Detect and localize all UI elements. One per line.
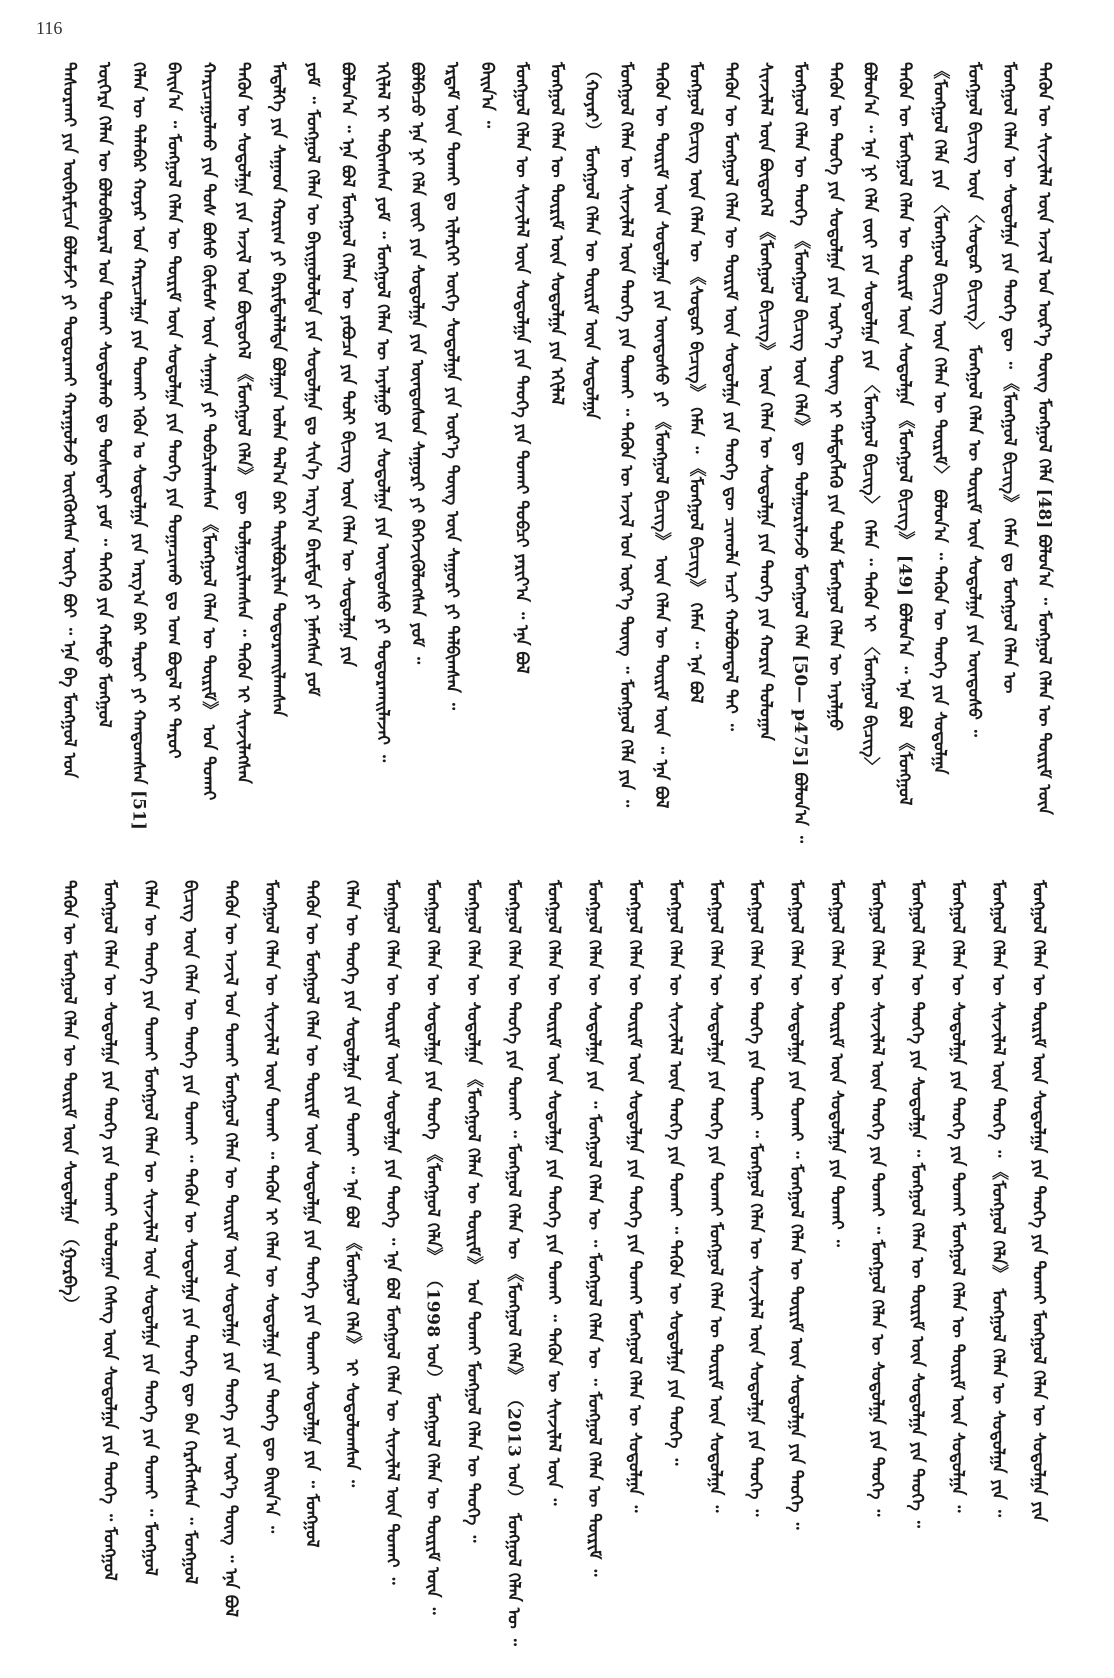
text-column: ᠮᠣᠩᠭᠣᠯ ᠬᠡᠯᠡᠨ ᠦ ᠰᠤᠳᠤᠯᠭᠠ ᠶᠢᠨ ᠲᠤᠬᠠᠢ ᠃ ᠮᠣᠩᠭᠣᠯ ᠬᠡᠯᠡᠨ ᠦ ᠳᠦᠷᠢᠮ ᠦᠨ ᠰᠤᠳᠤᠯᠭᠠ ᠶᠢᠨ ᠲᠡᠦᠬᠡ ᠃ [786, 880, 807, 1530]
section-heading: （ᠬᠣᠶᠠᠷ） ᠮᠣᠩᠭᠣᠯ ᠬᠡᠯᠡᠨ ᠦ ᠳᠦᠷᠢᠮ ᠦᠨ ᠰᠤᠳᠤᠯᠭᠠ [581, 62, 602, 420]
lower-text-block [60, 880, 1070, 1650]
text-column: ᠲᠡᠭᠦᠨ ᠦ ᠲᠡᠦᠬᠡ ᠶᠢᠨ ᠰᠤᠳᠤᠯᠭᠠ ᠶᠢᠨ ᠦᠷ᠎ᠡ ᠳᠦᠩ ᠢ ᠲᠡᠮᠳᠡᠭᠯᠡᠬᠦ ᠶᠢᠨ ᠲᠤᠯᠠ ᠮᠣᠩᠭᠣᠯ ᠬᠡᠯᠡᠨ ᠦ ᠠᠶᠠᠯᠭᠤ [824, 62, 845, 731]
text-column: ᠮᠣᠩᠭᠣᠯ ᠬᠡᠯᠡᠨ ᠦ ᠰᠤᠳᠤᠯᠭᠠ 《ᠮᠣᠩᠭᠣᠯ ᠬᠡᠯᠡᠨ ᠦ ᠳᠦᠷᠢᠮ》 ᠤᠨ ᠲᠤᠬᠠᠢ ᠮᠣᠩᠭᠣᠯ ᠬᠡᠯᠡᠨ ᠦ ᠲᠡᠦᠬᠡ ᠃ [462, 880, 483, 1543]
text-column: ᠬᠡᠯᠡᠨ ᠦ ᠲᠡᠦᠬᠡ ᠶᠢᠨ ᠲᠤᠬᠠᠢ ᠮᠣᠩᠭᠣᠯ ᠬᠡᠯᠡᠨ ᠦ ᠰᠢᠨᠵᠢᠯᠡᠯ ᠦᠨ ᠰᠤᠳᠤᠯᠭᠠ ᠶᠢᠨ ᠲᠡᠦᠬᠡ ᠶᠢᠨ ᠲᠤᠬᠠᠢ ᠃ ᠮᠣᠩᠭᠣᠯ [139, 880, 160, 1576]
text-column: ᠲᠡᠭᠦᠨ ᠦ ᠮᠣᠩᠭᠣᠯ ᠬᠡᠯᠡᠨ ᠦ ᠳᠦᠷᠢᠮ ᠦᠨ ᠰᠤᠳᠤᠯᠭᠠ ᠶᠢᠨ ᠲᠡᠦᠬᠡ ᠶᠢᠨ ᠲᠤᠬᠠᠢ ᠰᠤᠳᠤᠯᠭᠠ ᠶᠢᠨ ᠃ ᠮᠣᠩᠭᠣᠯ [301, 880, 322, 1548]
text-column: ᠲᠠᠰᠤᠷᠬᠠᠢ ᠶᠢᠨ ᠥᠪᠡᠷᠮᠢᠴᠡ ᠪᠣᠯᠤᠮᠵᠢ ᠶᠢ ᠲᠣᠳᠤᠷᠬᠠᠢ ᠬᠠᠷᠠᠭᠤᠯᠵᠤ ᠥᠭᠭᠦᠭᠰᠡᠨ ᠦᠭᠡ ᠪᠤᠢ ᠃ ᠡᠨᠡ ᠪᠡ ᠮᠣᠩᠭᠣᠯ ᠤᠨ [59, 62, 79, 779]
upper-text-block [59, 62, 1070, 843]
text-column: 《ᠮᠣᠩᠭᠣᠯ ᠬᠡᠯᠡ ᠶᠢᠨ 〈ᠮᠣᠩᠭᠣᠯ ᠪᠢᠴᠢᠭ ᠦᠨ ᠬᠡᠯᠡᠨ ᠦ ᠳᠦᠷᠢᠮ〉 ᠪᠣᠯᠤᠨ᠎ᠠ ᠃ ᠲᠡᠭᠦᠨ ᠦ ᠲᠡᠦᠬᠡ ᠶᠢᠨ ᠰᠤᠳᠤᠯᠭᠠ [929, 62, 950, 775]
text-column: ᠮᠣᠩᠭᠣᠯ ᠬᠡᠯᠡᠨ ᠦ ᠳᠦᠷᠢᠮ ᠦᠨ ᠰᠤᠳᠤᠯᠭᠠ ᠶᠢᠨ ᠲᠡᠦᠬᠡ ᠶᠢᠨ ᠲᠤᠬᠠᠢ ᠃ ᠲᠡᠭᠦᠨ ᠦ ᠰᠢᠨᠵᠢᠯᠡᠯ ᠦᠨ ᠃ [543, 880, 564, 1506]
text-column: ᠪᠣᠯᠪᠠᠴᠤ ᠡᠨᠡ ᠨᠢ ᠬᠡᠯᠡ ᠵᠦᠢ ᠶᠢᠨ ᠰᠤᠳᠤᠯᠭᠠ ᠶᠢᠨ ᠦᠨᠳᠦᠰᠦᠨ ᠰᠠᠭᠤᠷᠢ ᠶᠢ ᠪᠡᠬᠡᠵᠢᠭᠦᠯᠦᠭᠰᠡᠨ ᠶᠤᠮ ᠃ [407, 62, 428, 665]
text-column: ᠮᠣᠩᠭᠣᠯ ᠬᠡᠯᠡᠨ ᠦ ᠳᠦᠷᠢᠮ ᠦᠨ ᠰᠤᠳᠤᠯᠭᠠ ᠶᠢᠨ ᠲᠡᠦᠬᠡ ᠶᠢᠨ ᠲᠤᠬᠠᠢ ᠮᠣᠩᠭᠣᠯ ᠬᠡᠯᠡᠨ ᠦ ᠰᠤᠳᠤᠯᠭᠠ ᠃ [624, 880, 645, 1513]
text-column: ᠡᠷᠳᠡᠮ ᠦᠨ ᠲᠤᠬᠠᠢ ᠳᠤ ᠢᠯᠡᠷᠬᠡᠢ ᠦᠭᠡ ᠰᠤᠳᠤᠯᠭᠠ ᠶᠢᠨ ᠦᠷ᠎ᠡ ᠳᠦᠩ ᠦᠨ ᠰᠠᠭᠤᠷᠢ ᠶᠢ ᠲᠠᠯᠪᠢᠭᠰᠠᠨ ᠃ [441, 62, 462, 710]
text-column: ᠪᠠᠢᠨ᠎ᠠ ᠃ ᠮᠣᠩᠭᠣᠯ ᠬᠡᠯᠡᠨ ᠦ ᠳᠦᠷᠢᠮ ᠦᠨ ᠰᠤᠳᠤᠯᠭᠠ ᠶᠢᠨ ᠲᠡᠦᠬᠡ ᠶᠢᠨ ᠲᠣᠭᠠᠴᠢᠬᠤ ᠳᠤ ᠤᠭ ᠪᠣᠳᠠᠯ ᠢ ᠳᠠᠷᠤᠢ [163, 62, 184, 759]
text-column: ᠮᠣᠩᠭᠣᠯ ᠬᠡᠯᠡᠨ ᠦ ᠰᠢᠨᠵᠢᠯᠡᠯ ᠦᠨ ᠲᠡᠦᠬᠡ ᠶᠢᠨ ᠲᠤᠬᠠᠢ ᠃ ᠮᠣᠩᠭᠣᠯ ᠬᠡᠯᠡᠨ ᠦ ᠰᠤᠳᠤᠯᠭᠠ ᠶᠢᠨ ᠲᠡᠦᠬᠡ ᠃ [866, 880, 887, 1517]
text-column: ᠮᠣᠩᠭᠣᠯ ᠪᠢᠴᠢᠭ ᠦᠨ ᠬᠡᠯᠡᠨ ᠦ 《ᠰᠤᠳᠤᠷ ᠪᠢᠴᠢᠭ》 ᠬᠡᠮᠡᠨ ᠃ 《ᠮᠣᠩᠭᠣᠯ ᠪᠢᠴᠢᠭ》 ᠬᠡᠮᠡᠨ ᠃ ᠡᠨᠡ ᠪᠤᠯ [685, 62, 706, 704]
text-column: ᠲᠡᠭᠦᠨ ᠦ ᠰᠢᠨᠵᠢᠯᠡᠯ ᠦᠨ ᠠᠵᠢᠯ ᠤᠨ ᠦᠷ᠎ᠡ ᠳᠦᠩ ᠮᠣᠩᠭᠣᠯ ᠬᠡᠯᠡ [48] ᠪᠣᠯᠤᠨ᠎ᠠ ᠃ ᠮᠣᠩᠭᠣᠯ ᠬᠡᠯᠡᠨ ᠦ ᠳᠦᠷᠢᠮ ᠦᠨ [1033, 62, 1054, 815]
text-column: ᠲᠡᠭᠦᠨ ᠦ ᠮᠣᠩᠭᠣᠯ ᠬᠡᠯᠡᠨ ᠦ ᠳᠦᠷᠢᠮ ᠦᠨ ᠰᠤᠳᠤᠯᠭᠠ ᠶᠢᠨ ᠲᠡᠦᠬᠡ ᠳᠦ ᠴᠢᠬᠤᠯᠠ ᠠᠴᠢ ᠬᠤᠯᠪᠣᠭᠳᠠᠯ ᠲᠠᠢ ᠃ [720, 62, 741, 731]
text-column: ᠮᠣᠩᠭᠣᠯ ᠬᠡᠯᠡᠨ ᠦ ᠳᠦᠷᠢᠮ ᠦᠨ ᠰᠤᠳᠤᠯᠭᠠ ᠶᠢᠨ ᠲᠡᠦᠬᠡ ᠃ ᠡᠨᠡ ᠪᠤᠯ ᠮᠣᠩᠭᠣᠯ ᠬᠡᠯᠡᠨ ᠦ ᠰᠢᠨᠵᠢᠯᠡᠯ ᠦᠨ ᠲᠤᠬᠠᠢ ᠃ [382, 880, 403, 1585]
text-column: ᠮᠣᠩᠭᠣᠯ ᠬᠡᠯᠡᠨ ᠦ ᠰᠤᠳᠤᠯᠭᠠ ᠶᠢᠨ ᠲᠡᠦᠬᠡ ᠶᠢᠨ ᠲᠤᠬᠠᠢ ᠮᠣᠩᠭᠣᠯ ᠬᠡᠯᠡᠨ ᠦ ᠳᠦᠷᠢᠮ ᠦᠨ ᠰᠤᠳᠤᠯᠭᠠ ᠃ [947, 880, 968, 1513]
text-column: ᠮᠣᠩᠭᠣᠯ ᠬᠡᠯᠡᠨ ᠦ ᠰᠢᠨᠵᠢᠯᠡᠯ ᠦᠨ ᠰᠤᠳᠤᠯᠭᠠ ᠶᠢᠨ ᠲᠡᠦᠬᠡ ᠶᠢᠨ ᠲᠤᠬᠠᠢ ᠲᠣᠪᠴᠢ ᠶᠠᠷᠢᠶ᠎ᠠ ᠃ ᠡᠨᠡ ᠪᠤᠯ [511, 62, 532, 674]
text-column: ᠪᠣᠯᠤᠨ᠎ᠠ ᠃ ᠡᠨᠡ ᠪᠤᠯ ᠮᠣᠩᠭᠣᠯ ᠬᠡᠯᠡᠨ ᠦ ᠶᠠᠪᠤᠴᠠ ᠶᠢᠨ ᠲᠣᠯᠢ ᠪᠢᠴᠢᠭ ᠦᠨ ᠬᠡᠯᠡᠨ ᠦ ᠰᠤᠳᠤᠯᠭᠠ ᠶᠢᠨ [337, 62, 358, 667]
text-column: ᠮᠣᠩᠭᠣᠯ ᠬᠡᠯᠡᠨ ᠦ ᠰᠢᠨᠵᠢᠯᠡᠯ ᠦᠨ ᠲᠡᠦᠬᠡ ᠃ 《ᠮᠣᠩᠭᠣᠯ ᠬᠡᠯᠡ》 ᠮᠣᠩᠭᠣᠯ ᠬᠡᠯᠡᠨ ᠦ ᠰᠤᠳᠤᠯᠭᠠ ᠶᠢᠨ ᠃ [987, 880, 1008, 1517]
text-column: ᠬᠡᠯᠡᠨ ᠦ ᠲᠠᠯᠠᠪᠠᠷ ᠬᠣᠶᠠᠷ ᠤᠨ ᠬᠠᠷᠢᠴᠠᠯᠭᠠ ᠶᠢᠨ ᠲᠤᠬᠠᠢ ᠡᠭᠦᠨ ᠤ ᠰᠤᠳᠤᠯᠭᠠ ᠶᠢᠨ ᠠᠷᠭ᠎ᠠ ᠪᠠᠷ ᠳᠠᠷᠤᠢ ᠶᠢ ᠬᠠᠨᠳᠤᠭᠰᠠᠨ [51] [128, 62, 149, 830]
text-column: ᠮᠣᠩᠭᠣᠯ ᠬᠡᠯᠡᠨ ᠦ ᠰᠤᠳᠤᠯᠭᠠ ᠶᠢᠨ ᠲᠡᠦᠬᠡ ᠶᠢᠨ ᠲᠤᠬᠠᠢ ᠳᠣᠯᠤᠭᠠᠨ ᠬᠡᠰᠡᠭ ᠦᠨ ᠰᠤᠳᠤᠯᠭᠠ ᠶᠢᠨ ᠲᠡᠦᠬᠡ ᠃ ᠮᠣᠩᠭᠣᠯ [99, 880, 120, 1581]
text-column: ᠲᠡᠭᠦᠨ ᠦ ᠠᠵᠢᠯ ᠤᠨ ᠲᠤᠬᠠᠢ ᠮᠣᠩᠭᠣᠯ ᠬᠡᠯᠡᠨ ᠦ ᠳᠦᠷᠢᠮ ᠦᠨ ᠰᠤᠳᠤᠯᠭᠠ ᠶᠢᠨ ᠲᠡᠦᠬᠡ ᠶᠢᠨ ᠦᠷ᠎ᠡ ᠳᠦᠩ ᠃ ᠡᠨᠡ ᠪᠤᠯ [220, 880, 241, 1618]
text-column: ᠪᠠᠢᠨ᠎ᠠ ᠃ [476, 62, 497, 128]
text-column: ᠮᠣᠩᠭᠣᠯ ᠬᠡᠯᠡᠨ ᠦ ᠰᠤᠳᠤᠯᠭᠠ ᠶᠢᠨ ᠃ ᠮᠣᠩᠭᠣᠯ ᠬᠡᠯᠡᠨ ᠦ ᠃ ᠮᠣᠩᠭᠣᠯ ᠬᠡᠯᠡᠨ ᠦ ᠃ ᠮᠣᠩᠭᠣᠯ ᠬᠡᠯᠡᠨ ᠦ ᠳᠦᠷᠢᠮ ᠃ [584, 880, 605, 1577]
text-column: ᠮᠣᠩᠭᠣᠯ ᠪᠢᠴᠢᠭ ᠦᠨ 〈ᠰᠤᠳᠤᠷ ᠪᠢᠴᠢᠭ〉 ᠮᠣᠩᠭᠣᠯ ᠬᠡᠯᠡᠨ ᠦ ᠳᠦᠷᠢᠮ ᠦᠨ ᠰᠤᠳᠤᠯᠭᠠ ᠶᠢᠨ ᠦᠨᠳᠦᠰᠦ ᠃ [964, 62, 985, 737]
text-column: ᠲᠡᠭᠦᠨ ᠦ ᠮᠣᠩᠭᠣᠯ ᠬᠡᠯᠡᠨ ᠦ ᠳᠦᠷᠢᠮ ᠦᠨ ᠰᠤᠳᠤᠯᠭᠠ 《ᠮᠣᠩᠭᠣᠯ ᠪᠢᠴᠢᠭ》 [49] ᠪᠣᠯᠤᠨ᠎ᠠ ᠃ ᠡᠨᠡ ᠪᠤᠯ 《ᠮᠣᠩᠭᠣᠯ [894, 62, 915, 806]
text-column: ᠶᠤᠮ ᠃ ᠮᠣᠩᠭᠣᠯ ᠬᠡᠯᠡᠨ ᠦ ᠪᠠᠶᠢᠭᠤᠯᠤᠯᠲᠠ ᠶᠢᠨ ᠰᠤᠳᠤᠯᠭᠠ ᠳᠤ ᠰᠢᠨ᠎ᠡ ᠠᠷᠭ᠎ᠠ ᠪᠠᠷᠢᠮᠲᠠ ᠶᠢ ᠨᠡᠮᠡᠭᠰᠡᠨ ᠶᠤᠮ [302, 62, 323, 697]
text-column: ᠮᠣᠩᠭᠣᠯ ᠬᠡᠯᠡᠨ ᠦ ᠲᠡᠦᠬᠡ 《ᠮᠣᠩᠭᠣᠯ ᠪᠢᠴᠢᠭ ᠦᠨ ᠬᠡᠯᠡ》 ᠳᠦ ᠲᠤᠯᠭᠤᠷᠢᠯᠠᠵᠤ ᠮᠣᠩᠭᠣᠯ ᠬᠡᠯᠡ [50— p475] ᠪᠣᠯᠤᠨ᠎ᠠ ᠃ [790, 62, 811, 843]
text-column: ᠡᠬᠢᠯᠡᠯ ᠢ ᠲᠠᠪᠢᠭᠰᠠᠨ ᠶᠤᠮ ᠃ ᠮᠣᠩᠭᠣᠯ ᠬᠡᠯᠡᠨ ᠦ ᠠᠶᠠᠯᠭᠤ ᠶᠢᠨ ᠰᠤᠳᠤᠯᠭᠠ ᠶᠢᠨ ᠦᠨᠳᠦᠰᠦ ᠶᠢ ᠲᠣᠳᠤᠷᠬᠠᠢᠯᠠᠵᠠᠢ ᠃ [372, 62, 393, 763]
text-column: ᠮᠣᠩᠭᠣᠯ ᠬᠡᠯᠡᠨ ᠦ ᠲᠡᠦᠬᠡ ᠶᠢᠨ ᠰᠤᠳᠤᠯᠭᠠ ᠃ ᠮᠣᠩᠭᠣᠯ ᠬᠡᠯᠡᠨ ᠦ ᠳᠦᠷᠢᠮ ᠦᠨ ᠰᠤᠳᠤᠯᠭᠠ ᠶᠢᠨ ᠲᠡᠦᠬᠡ ᠃ [907, 880, 928, 1528]
text-column: ᠮᠣᠩᠭᠣᠯ ᠬᠡᠯᠡᠨ ᠦ ᠳᠦᠷᠢᠮ ᠦᠨ ᠰᠤᠳᠤᠯᠭᠠ ᠶᠢᠨ ᠲᠤᠬᠠᠢ ᠃ [826, 880, 847, 1247]
text-column: ᠬᠡᠯᠡᠨ ᠦ ᠲᠡᠦᠬᠡ ᠶᠢᠨ ᠰᠤᠳᠤᠯᠭᠠ ᠶᠢᠨ ᠲᠤᠬᠠᠢ ᠃ ᠡᠨᠡ ᠪᠤᠯ 《ᠮᠣᠩᠭᠣᠯ ᠬᠡᠯᠡ》 ᠢ ᠰᠤᠳᠤᠯᠤᠭᠰᠠᠨ ᠃ [341, 880, 362, 1488]
text-column: ᠮᠣᠩᠭᠣᠯ ᠬᠡᠯᠡᠨ ᠦ ᠳᠦᠷᠢᠮ ᠦᠨ ᠰᠤᠳᠤᠯᠭᠠ ᠶᠢᠨ ᠡᠬᠢᠯᠡᠯ [546, 62, 567, 406]
text-column: ᠮᠣᠩᠭᠣᠯ ᠬᠡᠯᠡᠨ ᠦ ᠰᠤᠳᠤᠯᠭᠠ ᠶᠢᠨ ᠲᠡᠦᠬᠡ ᠳᠦ ᠃ 《ᠮᠣᠩᠭᠣᠯ ᠪᠢᠴᠢᠭ》 ᠬᠡᠮᠡᠨ ᠳᠤ ᠮᠣᠩᠭᠣᠯ ᠬᠡᠯᠡᠨ ᠦ [998, 62, 1019, 694]
text-column: ᠮᠣᠩᠭᠣᠯ ᠬᠡᠯᠡᠨ ᠦ ᠰᠤᠳᠤᠯᠭᠠ ᠶᠢᠨ ᠲᠡᠦᠬᠡ ᠶᠢᠨ ᠲᠤᠬᠠᠢ ᠮᠣᠩᠭᠣᠯ ᠬᠡᠯᠡᠨ ᠦ ᠳᠦᠷᠢᠮ ᠦᠨ ᠰᠤᠳᠤᠯᠭᠠ ᠃ [705, 880, 726, 1513]
text-column: ᠰᠢᠨᠵᠢᠯᠡᠯ ᠦᠨ ᠪᠦᠲᠦᠭᠡᠯ 《ᠮᠣᠩᠭᠣᠯ ᠪᠢᠴᠢᠭ》 ᠦᠨ ᠬᠡᠯᠡᠨ ᠦ ᠰᠤᠳᠤᠯᠭᠠ ᠶᠢᠨ ᠲᠡᠦᠬᠡ ᠶᠢᠨ ᠬᠣᠷᠢᠨ ᠳᠣᠯᠤᠭᠠᠨ [755, 62, 776, 741]
section-heading: ᠲᠡᠭᠦᠨ ᠦ ᠮᠣᠩᠭᠣᠯ ᠬᠡᠯᠡᠨ ᠦ ᠳᠦᠷᠢᠮ ᠦᠨ ᠰᠤᠳᠤᠯᠭᠠ （ᠭᠤᠷᠪᠠ） [59, 880, 79, 1314]
text-column: ᠮᠣᠩᠭᠣᠯ ᠬᠡᠯᠡᠨ ᠦ ᠲᠡᠦᠬᠡ ᠶᠢᠨ ᠲᠤᠬᠠᠢ ᠃ ᠮᠣᠩᠭᠣᠯ ᠬᠡᠯᠡᠨ ᠦ ᠰᠢᠨᠵᠢᠯᠡᠯ ᠦᠨ ᠰᠤᠳᠤᠯᠭᠠ ᠶᠢᠨ ᠲᠡᠦᠬᠡ ᠃ [745, 880, 766, 1517]
text-column: ᠮᠣᠩᠭᠣᠯ ᠬᠡᠯᠡᠨ ᠦ ᠰᠢᠨᠵᠢᠯᠡᠯ ᠦᠨ ᠲᠡᠦᠬᠡ ᠶᠢᠨ ᠲᠤᠬᠠᠢ ᠃ ᠲᠡᠭᠦᠨ ᠦ ᠠᠵᠢᠯ ᠤᠨ ᠦᠷ᠎ᠡ ᠳᠦᠩ ᠃ ᠮᠣᠩᠭᠣᠯ ᠬᠡᠯᠡ ᠶᠢᠨ ᠃ [616, 62, 636, 808]
text-column: ᠮᠣᠩᠭᠣᠯ ᠬᠡᠯᠡᠨ ᠦ ᠳᠦᠷᠢᠮ ᠦᠨ ᠰᠤᠳᠤᠯᠭᠠ ᠶᠢᠨ ᠲᠡᠦᠬᠡ ᠶᠢᠨ ᠲᠤᠬᠠᠢ ᠮᠣᠩᠭᠣᠯ ᠬᠡᠯᠡᠨ ᠦ ᠰᠤᠳᠤᠯᠭᠠ ᠶᠢᠨ [1028, 880, 1049, 1522]
text-column: ᠲᠡᠭᠦᠨ ᠦ ᠳᠦᠷᠢᠮ ᠦᠨ ᠰᠤᠳᠤᠯᠭᠠ ᠶᠢᠨ ᠦᠨᠳᠦᠰᠦ ᠶᠢ 《ᠮᠣᠩᠭᠣᠯ ᠪᠢᠴᠢᠭ》 ᠦᠨ ᠬᠡᠯᠡᠨ ᠦ ᠳᠦᠷᠢᠮ ᠦᠨ ᠃ ᠡᠨᠡ ᠪᠤᠯ [650, 62, 671, 809]
text-column: ᠮᠣᠩᠭᠣᠯ ᠬᠡᠯᠡᠨ ᠦ ᠰᠤᠳᠤᠯᠭᠠ ᠶᠢᠨ ᠲᠡᠦᠬᠡ 《ᠮᠣᠩᠭᠣᠯ ᠬᠡᠯᠡ》 （1998 ᠣᠨ） ᠮᠣᠩᠭᠣᠯ ᠬᠡᠯᠡᠨ ᠦ ᠳᠦᠷᠢᠮ ᠦᠨ ᠃ [422, 880, 443, 1615]
text-column: ᠮᠣᠩᠭᠣᠯ ᠬᠡᠯᠡᠨ ᠦ ᠰᠢᠨᠵᠢᠯᠡᠯ ᠦᠨ ᠲᠤᠬᠠᠢ ᠃ ᠲᠡᠭᠦᠨ ᠢ ᠬᠡᠯᠡᠨ ᠦ ᠰᠤᠳᠤᠯᠭᠠ ᠶᠢᠨ ᠲᠡᠦᠬᠡ ᠳᠦ ᠪᠠᠢᠨ᠎ᠠ ᠃ [260, 880, 281, 1534]
text-column: ᠮᠡᠳᠡᠯᠭᠡ ᠶᠢᠨ ᠰᠠᠭᠠᠳ ᠬᠣᠷᠢᠭ ᠶᠢ ᠪᠠᠷᠢᠮᠲᠠᠯᠠᠯᠲᠠ ᠪᠤᠯᠭᠠᠨ ᠣᠯᠠᠨ ᠲᠠᠯ᠎ᠠ ᠪᠠᠷ ᠲᠠᠢᠯᠪᠤᠷᠢᠯᠠᠨ ᠲᠣᠳᠤᠷᠬᠠᠢᠯᠠᠭᠰᠠᠨ [267, 62, 288, 717]
text-column: ᠲᠡᠭᠦᠨ ᠦ ᠰᠤᠳᠤᠯᠭᠠ ᠶᠢᠨ ᠠᠵᠢᠯ ᠤᠨ ᠪᠦᠲᠦᠭᠡᠯ 《ᠮᠣᠩᠭᠣᠯ ᠬᠡᠯᠡ》 ᠳᠦ ᠲᠤᠯᠭᠤᠷᠢᠯᠠᠭᠰᠠᠨ ᠃ ᠲᠡᠭᠦᠨ ᠢ ᠰᠢᠨᠵᠢᠯᠡᠭᠰᠡᠨ [233, 62, 254, 784]
text-column: ᠦᠭᠡᠷᠡ ᠬᠡᠯᠡᠨ ᠦ ᠪᠣᠯᠣᠪᠰᠤᠷᠠᠯ ᠤᠨ ᠲᠤᠬᠠᠢ ᠰᠤᠳᠤᠯᠬᠤ ᠳᠤ ᠲᠣᠰᠠᠲᠠᠢ ᠶᠤᠮ ᠃ ᠲᠡᠭᠡᠬᠦ ᠶᠢᠨ ᠬᠠᠮᠲᠤ ᠮᠣᠩᠭᠣᠯ [93, 62, 114, 728]
text-column: ᠬᠠᠷᠢᠴᠠᠭᠤᠯᠬᠤ ᠶᠢᠨ ᠲᠤᠰ ᠪᠤᠰᠤ ᠬᠦᠮᠦᠰ ᠦᠨ ᠰᠠᠨᠠᠭᠠ ᠶᠢ ᠲᠣᠪᠴᠢᠯᠠᠭᠰᠠᠨ 《ᠮᠣᠩᠭᠣᠯ ᠬᠡᠯᠡᠨ ᠦ ᠳᠦᠷᠢᠮ》 ᠤᠨ ᠲᠤᠬᠠᠢ [198, 62, 219, 801]
text-column: ᠮᠣᠩᠭᠣᠯ ᠬᠡᠯᠡᠨ ᠦ ᠲᠡᠦᠬᠡ ᠶᠢᠨ ᠲᠤᠬᠠᠢ ᠃ ᠮᠣᠩᠭᠣᠯ ᠬᠡᠯᠡᠨ ᠦ 《ᠮᠣᠩᠭᠣᠯ ᠬᠡᠯᠡ》 （2013 ᠣᠨ） ᠮᠣᠩᠭᠣᠯ ᠬᠡᠯᠡᠨ ᠦ ᠃ [503, 880, 524, 1646]
page-number: 116 [36, 18, 63, 38]
text-column: ᠪᠣᠯᠤᠨ᠎ᠠ ᠃ ᠡᠨᠡ ᠨᠢ ᠬᠡᠯᠡ ᠵᠦᠢ ᠶᠢᠨ ᠰᠤᠳᠤᠯᠭᠠ ᠶᠢᠨ 〈ᠮᠣᠩᠭᠣᠯ ᠪᠢᠴᠢᠭ〉 ᠬᠡᠮᠡᠨ ᠃ ᠲᠡᠭᠦᠨ ᠢ 〈ᠮᠣᠩᠭᠣᠯ ᠪᠢᠴᠢᠭ〉 [859, 62, 880, 775]
text-column: ᠪᠢᠴᠢᠭ ᠦᠨ ᠬᠡᠯᠡᠨ ᠦ ᠲᠡᠦᠬᠡ ᠶᠢᠨ ᠲᠤᠬᠠᠢ ᠃ ᠲᠡᠭᠦᠨ ᠦ ᠰᠤᠳᠤᠯᠭᠠ ᠶᠢᠨ ᠲᠡᠦᠬᠡ ᠳᠦ ᠪᠡᠨ ᠬᠡᠷᠡᠭᠯᠡᠭᠰᠡᠨ ᠃ ᠮᠣᠩᠭᠣᠯ [180, 880, 201, 1585]
text-column: ᠮᠣᠩᠭᠣᠯ ᠬᠡᠯᠡᠨ ᠦ ᠰᠢᠨᠵᠢᠯᠡᠯ ᠦᠨ ᠲᠡᠦᠬᠡ ᠶᠢᠨ ᠲᠤᠬᠠᠢ ᠃ ᠲᠡᠭᠦᠨ ᠦ ᠰᠤᠳᠤᠯᠭᠠ ᠶᠢᠨ ᠲᠡᠦᠬᠡ ᠃ [664, 880, 685, 1466]
